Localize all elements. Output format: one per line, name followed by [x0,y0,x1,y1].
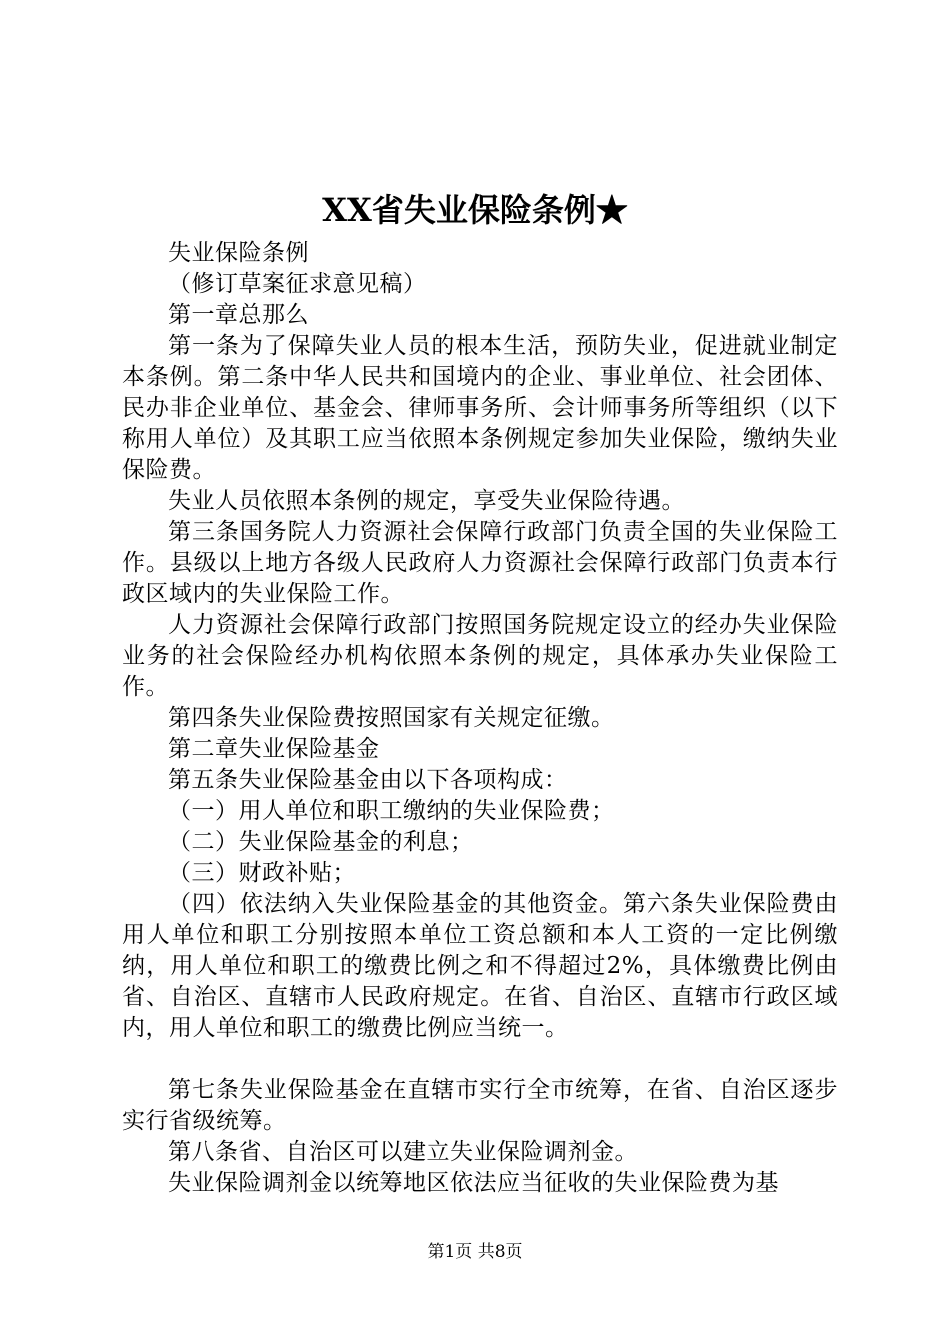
paragraph: 第三条国务院人力资源社会保障行政部门负责全国的失业保险工作。县级以上地方各级人民政府人力资源社会保障行政部门负责本行政区域内的失业保险工作。 [122,519,838,607]
paragraph: （修订草案征求意见稿） [168,271,427,297]
paragraph: 第四条失业保险费按照国家有关规定征缴。 [168,705,615,731]
list-item: （一）用人单位和职工缴纳的失业保险费； [168,798,615,824]
chapter-heading: 第一章总那么 [168,302,309,328]
list-item: （二）失业保险基金的利息； [168,829,474,855]
paragraph: （四）依法纳入失业保险基金的其他资金。第六条失业保险费由用人单位和职工分别按照本单位工资总额和本人工资的一定比例缴纳，用人单位和职工的缴费比例之和不得超过2%，具体缴费比例由省、自治区、直辖市人民政府规定。在省、自治区、直辖市行政区域内，用人单位和职工的缴费比例应当统一。 [122,891,838,1041]
document-title: XX省失业保险条例★ [322,191,628,229]
paragraph: 第七条失业保险基金在直辖市实行全市统筹，在省、自治区逐步实行省级统筹。 [122,1077,838,1134]
paragraph: 人力资源社会保障行政部门按照国务院规定设立的经办失业保险业务的社会保险经办机构依照本条例的规定，具体承办失业保险工作。 [122,612,838,700]
page-footer: 第1页 共8页 [427,1242,523,1262]
paragraph: 失业保险条例 [168,240,309,266]
list-item: （三）财政补贴； [168,860,356,886]
document-body [122,238,838,1199]
paragraph: 第八条省、自治区可以建立失业保险调剂金。 [168,1139,638,1165]
paragraph: 第一条为了保障失业人员的根本生活，预防失业，促进就业制定本条例。第二条中华人民共和国境内的企业、事业单位、社会团体、民办非企业单位、基金会、律师事务所、会计师事务所等组织（以下称用人单位）及其职工应当依照本条例规定参加失业保险，缴纳失业保险费。 [122,333,838,483]
chapter-heading: 第二章失业保险基金 [168,736,380,762]
paragraph: 第五条失业保险基金由以下各项构成： [168,767,568,793]
paragraph: 失业保险调剂金以统筹地区依法应当征收的失业保险费为基 [168,1170,779,1196]
paragraph: 失业人员依照本条例的规定，享受失业保险待遇。 [168,488,685,514]
